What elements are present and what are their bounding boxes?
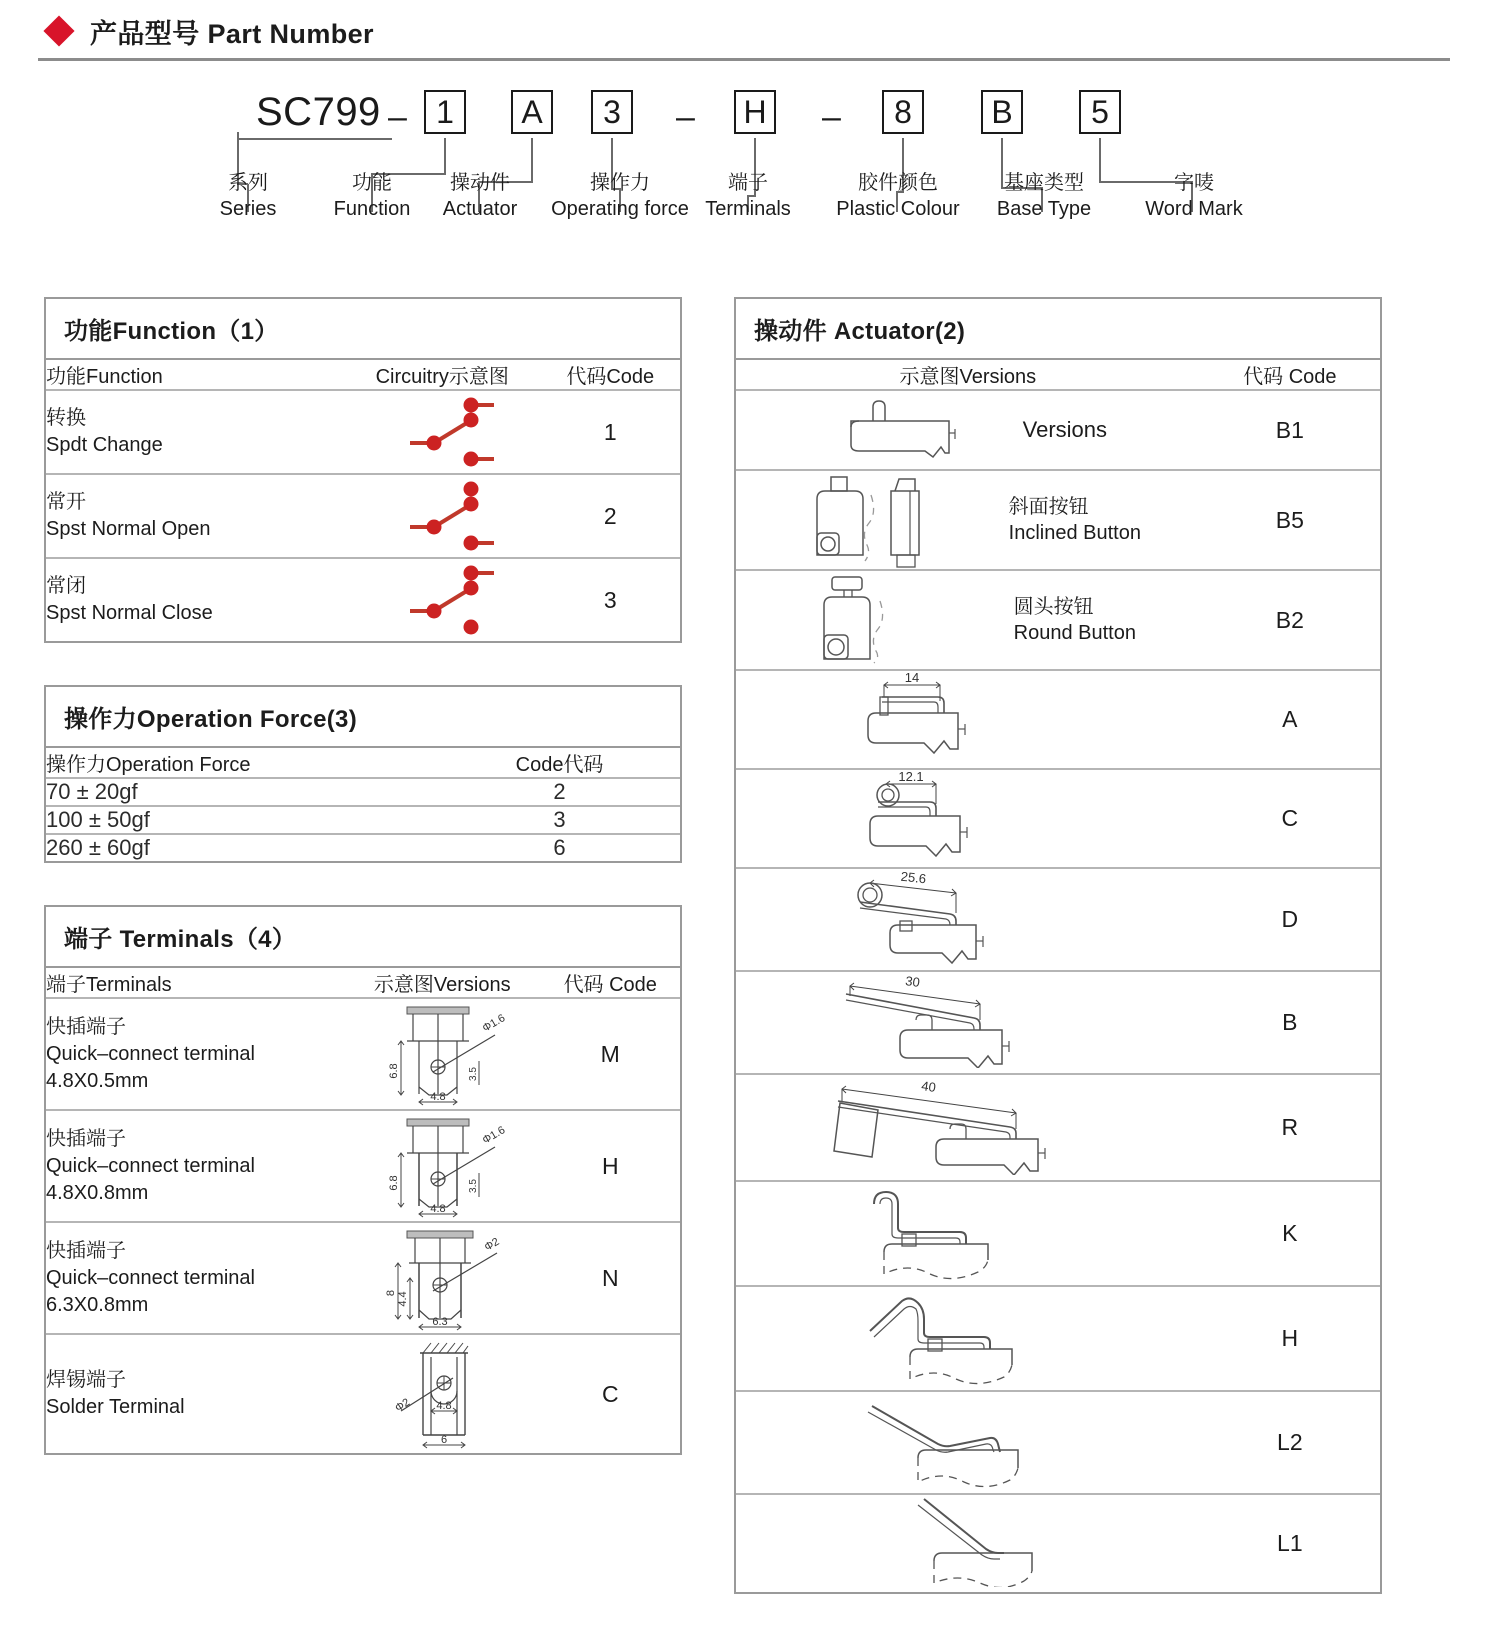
- actuator-row-r-diagram: [736, 1074, 1200, 1181]
- function-row-3-cn: 常闭: [46, 575, 86, 597]
- of-row-3-code: 6: [553, 835, 566, 860]
- actuator-row-b5-diagram: [736, 470, 1200, 570]
- actuator-row-b5-name: [1009, 494, 1141, 546]
- header-divider: [38, 58, 1450, 61]
- part-number-dash-2: –: [676, 98, 695, 136]
- actuator-row-b2-diagram: [736, 570, 1200, 670]
- function-row-2-code: 2: [541, 474, 681, 558]
- part-number-box-word-mark: 5: [1079, 90, 1121, 134]
- operation-force-panel: [44, 685, 682, 863]
- pn-label-series-cn: 系列: [228, 172, 268, 194]
- terminals-col-header-code: 代码 Code: [541, 968, 681, 998]
- terminals-table: [46, 968, 680, 1453]
- actuator-panel: [734, 297, 1382, 1594]
- function-row-2-label: [46, 474, 344, 558]
- actuator-row-b2-name-cn: 圆头按钮: [1013, 596, 1094, 618]
- terminals-col-header-versions: 示意图Versions: [344, 968, 541, 998]
- pn-label-series: [178, 170, 318, 222]
- pn-label-base-type-cn: 基座类型: [1004, 172, 1084, 194]
- part-number-series: SC799: [256, 90, 381, 134]
- actuator-dim-r: 40: [920, 1078, 937, 1095]
- right-column: [734, 297, 1382, 1636]
- terminals-panel-title: 端子 Terminals（4）: [46, 907, 680, 968]
- terminal-row-1-label: [46, 998, 344, 1110]
- svg-text:3.5: 3.5: [468, 1067, 480, 1081]
- svg-text:4.8: 4.8: [430, 1203, 446, 1215]
- straight-lever-l1-icon: [818, 1495, 1118, 1587]
- table-row: [736, 570, 1380, 670]
- svg-text:Φ2: Φ2: [482, 1235, 502, 1254]
- inclined-button-icon: [795, 471, 995, 569]
- actuator-row-b2-name-en: Round Button: [1013, 622, 1136, 644]
- actuator-row-h-diagram: [736, 1286, 1200, 1391]
- document-header: [0, 0, 1488, 62]
- table-row: [736, 971, 1380, 1074]
- pn-label-plastic-colour-en: Plastic Colour: [836, 198, 960, 220]
- table-row: [46, 474, 680, 558]
- actuator-dim-d: 25.6: [899, 869, 927, 887]
- terminal-row-2-en: Quick–connect terminal: [46, 1154, 255, 1177]
- function-col-header-function: 功能Function: [46, 360, 344, 390]
- of-col-header-force: 操作力Operation Force: [46, 748, 439, 778]
- svg-text:Φ1.6: Φ1.6: [480, 1012, 508, 1035]
- actuator-row-a-code: A: [1200, 670, 1380, 769]
- svg-text:6.8: 6.8: [388, 1175, 401, 1191]
- terminal-row-1-size: 4.8X0.5mm: [46, 1069, 149, 1092]
- table-row: [736, 1286, 1380, 1391]
- of-row-3-value: 260 ± 60gf: [46, 835, 150, 860]
- actuator-row-b5-name-en: Inclined Button: [1008, 522, 1141, 544]
- actuator-dim-b: 30: [904, 973, 921, 990]
- quick-connect-63x08-icon: [344, 1222, 541, 1334]
- terminal-row-2-cn: 快插端子: [46, 1127, 126, 1150]
- function-row-1-cn: 转换: [46, 407, 86, 429]
- pn-label-word-mark-cn: 字唛: [1174, 172, 1214, 194]
- svg-text:6.8: 6.8: [388, 1063, 401, 1079]
- function-row-1-en: Spdt Change: [46, 434, 163, 456]
- bent-lever-icon: [818, 1287, 1118, 1385]
- table-row: [46, 558, 680, 641]
- long-lever-icon: [808, 972, 1128, 1068]
- pn-label-actuator-en: Actuator: [442, 198, 518, 220]
- part-number-box-operating-force: 3: [591, 90, 633, 134]
- table-row: [736, 1494, 1380, 1592]
- actuator-dim-a: 14: [904, 671, 920, 685]
- actuator-row-b5-name-cn: 斜面按钮: [1008, 496, 1089, 518]
- function-table: [46, 360, 680, 641]
- straight-lever-l2-icon: [818, 1392, 1118, 1488]
- pn-label-word-mark-en: Word Mark: [1145, 198, 1243, 220]
- left-column: [44, 297, 682, 1497]
- actuator-row-b1-name: Versions: [1022, 417, 1108, 442]
- part-number-diagram: [0, 64, 1488, 276]
- part-number-dash-1: –: [388, 98, 407, 136]
- function-row-3-en: Spst Normal Close: [46, 602, 213, 624]
- terminal-row-1-code: M: [541, 998, 681, 1110]
- table-row: [736, 670, 1380, 769]
- terminal-row-2-size: 4.8X0.8mm: [46, 1181, 149, 1204]
- actuator-row-b5-code: B5: [1200, 470, 1380, 570]
- pn-label-base-type-en: Base Type: [996, 198, 1092, 220]
- terminal-row-1-cn: 快插端子: [46, 1015, 126, 1038]
- svg-text:8: 8: [385, 1289, 398, 1297]
- part-number-box-function: 1: [424, 90, 466, 134]
- actuator-row-b1-code: B1: [1200, 390, 1380, 470]
- terminal-row-3-size: 6.3X0.8mm: [46, 1293, 149, 1316]
- pn-label-terminals: [678, 170, 818, 222]
- actuator-row-a-diagram: [736, 670, 1200, 769]
- pn-label-actuator: [410, 170, 550, 222]
- function-col-header-code: 代码Code: [541, 360, 681, 390]
- actuator-panel-title: 操动件 Actuator(2): [736, 299, 1380, 360]
- of-row-1-code: 2: [439, 778, 680, 806]
- terminals-col-header-terminals: 端子Terminals: [46, 968, 344, 998]
- terminal-row-2-label: [46, 1110, 344, 1222]
- table-row: [46, 390, 680, 474]
- pn-label-function-en: Function: [333, 198, 411, 220]
- function-row-1-label: [46, 390, 344, 474]
- pn-label-operating-force: [550, 170, 690, 222]
- table-row: [46, 1110, 680, 1222]
- actuator-row-k-code: K: [1200, 1181, 1380, 1286]
- actuator-row-d-code: D: [1200, 868, 1380, 971]
- terminal-row-4-code: C: [601, 1380, 619, 1407]
- actuator-row-b2l-code: B: [1200, 971, 1380, 1074]
- pn-label-operating-force-en: Operating force: [551, 198, 689, 220]
- terminal-row-1-en: Quick–connect terminal: [46, 1042, 255, 1065]
- quick-connect-48x08-icon: [344, 1110, 541, 1222]
- svg-text:4.4: 4.4: [397, 1291, 410, 1307]
- operation-force-header-row: [46, 748, 680, 778]
- table-row: [736, 390, 1380, 470]
- pn-label-plastic-colour: [826, 170, 970, 222]
- actuator-col-header-versions: 示意图Versions: [736, 360, 1200, 390]
- function-row-3-code: 3: [603, 586, 617, 613]
- actuator-row-d-diagram: [736, 868, 1200, 971]
- table-row: [46, 1222, 680, 1334]
- part-number-box-terminals: H: [734, 90, 776, 134]
- roller-short-lever-icon: [818, 770, 1118, 862]
- pn-label-series-en: Series: [219, 198, 277, 220]
- terminal-row-4-en: Solder Terminal: [46, 1396, 185, 1418]
- of-row-1-value: 70 ± 20gf: [46, 778, 439, 806]
- actuator-row-c-diagram: [736, 769, 1200, 868]
- spst-normal-open-circuit-icon: [344, 474, 541, 558]
- svg-text:Φ2: Φ2: [393, 1396, 413, 1415]
- actuator-row-l1-diagram: [736, 1494, 1200, 1592]
- red-diamond-icon: [43, 15, 74, 46]
- pn-label-word-mark: [1122, 170, 1266, 222]
- actuator-row-b-diagram: [736, 971, 1200, 1074]
- actuator-row-b2-name: [1014, 594, 1136, 646]
- svg-text:6: 6: [441, 1434, 448, 1446]
- svg-text:4.8: 4.8: [436, 1400, 452, 1412]
- page-title: 产品型号 Part Number: [90, 18, 374, 49]
- pin-plunger-icon: [829, 391, 1009, 469]
- actuator-col-header-code: 代码 Code: [1200, 360, 1380, 390]
- function-col-header-circuitry: Circuitry示意图: [344, 360, 541, 390]
- actuator-dim-c: 12.1: [898, 770, 924, 784]
- quick-connect-48x05-icon: [344, 998, 541, 1110]
- table-row: [736, 1074, 1380, 1181]
- of-col-header-code: Code代码: [439, 748, 680, 778]
- roller-lever-icon: [818, 869, 1118, 965]
- function-panel-title: 功能Function（1）: [46, 299, 680, 360]
- table-row: [46, 778, 680, 806]
- svg-text:4.8: 4.8: [430, 1091, 446, 1103]
- table-row: [46, 834, 680, 861]
- function-row-2-cn: 常开: [46, 491, 86, 513]
- pn-label-terminals-cn: 端子: [728, 172, 768, 194]
- terminal-row-3-label: [46, 1222, 344, 1334]
- table-row: [46, 806, 680, 834]
- function-row-2-en: Spst Normal Open: [46, 518, 211, 540]
- part-number-dash-3: –: [822, 98, 841, 136]
- terminals-header-row: [46, 968, 680, 998]
- actuator-table: [736, 360, 1380, 1592]
- function-row-1-code: 1: [541, 390, 681, 474]
- table-row: [46, 998, 680, 1110]
- pn-label-actuator-cn: 操动件: [450, 172, 510, 194]
- terminal-row-4-cn: 焊锡端子: [46, 1369, 126, 1391]
- table-row: [736, 868, 1380, 971]
- round-button-icon: [800, 571, 1000, 669]
- panel-lever-icon: [798, 1075, 1138, 1175]
- operation-force-table: [46, 748, 680, 861]
- pn-label-terminals-en: Terminals: [705, 198, 791, 220]
- pn-label-base-type: [972, 170, 1116, 222]
- function-table-header-row: [46, 360, 680, 390]
- terminal-row-3-cn: 快插端子: [46, 1239, 126, 1262]
- table-row: [736, 1181, 1380, 1286]
- actuator-row-h-code: H: [1200, 1286, 1380, 1391]
- terminal-row-2-code: H: [541, 1110, 681, 1222]
- actuator-row-b2-code: B2: [1200, 570, 1380, 670]
- part-number-box-actuator: A: [511, 90, 553, 134]
- function-row-3-label: [46, 558, 344, 641]
- table-row: [736, 1391, 1380, 1494]
- actuator-row-r-code: R: [1200, 1074, 1380, 1181]
- pn-label-operating-force-cn: 操作力: [590, 172, 650, 194]
- svg-text:6.3: 6.3: [432, 1316, 448, 1328]
- of-row-2-code: 3: [439, 806, 680, 834]
- actuator-row-c-code: C: [1200, 769, 1380, 868]
- terminal-row-3-code: N: [541, 1222, 681, 1334]
- pn-label-function-cn: 功能: [352, 172, 392, 194]
- actuator-row-b1-diagram: [736, 390, 1200, 470]
- table-row: [736, 470, 1380, 570]
- svg-text:3.5: 3.5: [468, 1179, 480, 1193]
- actuator-row-k-diagram: [736, 1181, 1200, 1286]
- terminals-panel: [44, 905, 682, 1455]
- terminal-row-4-label: [46, 1334, 344, 1453]
- svg-text:Φ1.6: Φ1.6: [480, 1124, 508, 1147]
- actuator-header-row: [736, 360, 1380, 390]
- actuator-row-l1-code: L1: [1277, 1530, 1303, 1556]
- actuator-row-l2-code: L2: [1200, 1391, 1380, 1494]
- function-panel: [44, 297, 682, 643]
- hook-lever-icon: [818, 1182, 1118, 1280]
- table-row: [46, 1334, 680, 1453]
- of-row-2-value: 100 ± 50gf: [46, 806, 439, 834]
- short-lever-icon: [818, 671, 1118, 763]
- part-number-box-base-type: B: [981, 90, 1023, 134]
- terminal-row-3-en: Quick–connect terminal: [46, 1266, 255, 1289]
- solder-terminal-icon: [344, 1334, 541, 1453]
- part-number-code-row: [0, 76, 1488, 136]
- part-number-box-plastic-colour: 8: [882, 90, 924, 134]
- pn-label-plastic-colour-cn: 胶件颜色: [858, 172, 938, 194]
- operation-force-panel-title: 操作力Operation Force(3): [46, 687, 680, 748]
- actuator-row-l2-diagram: [736, 1391, 1200, 1494]
- spst-normal-close-circuit-icon: [344, 558, 541, 641]
- table-row: [736, 769, 1380, 868]
- spdt-change-circuit-icon: [344, 390, 541, 474]
